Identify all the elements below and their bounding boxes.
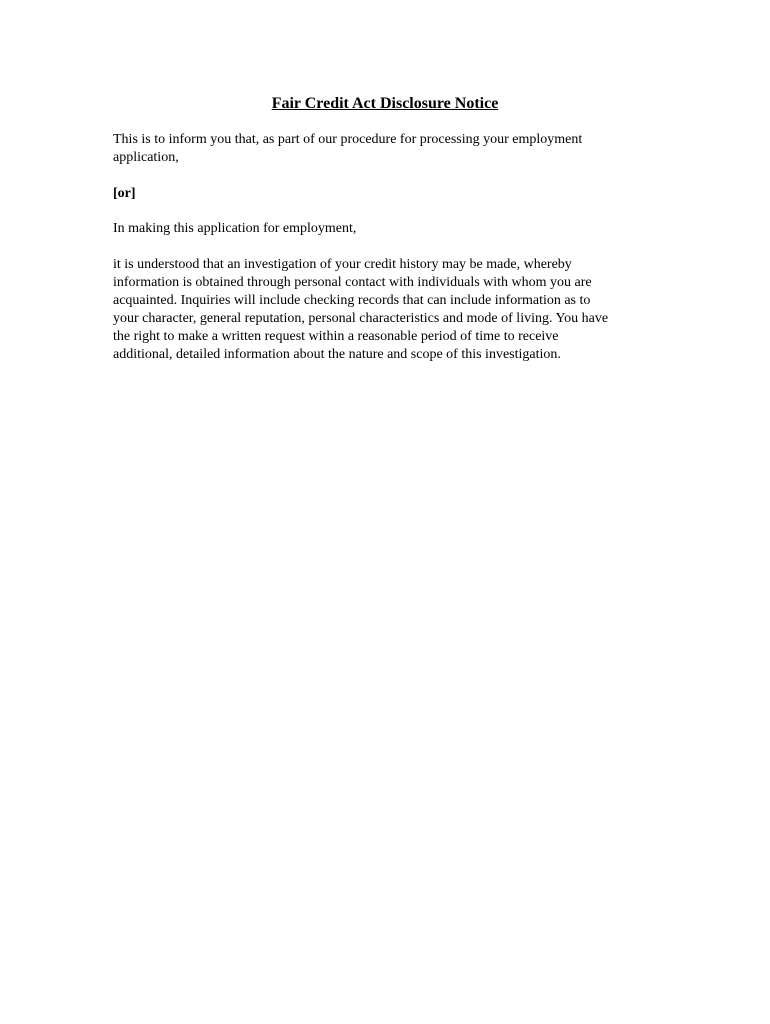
intro-paragraph: This is to inform you that, as part of our procedure for processing your employment application, xyxy=(113,132,583,165)
disclosure-body-paragraph: it is understood that an investigation of your credit history may be made, whereby information is obtained through personal contact with individuals with whom you are acquainted. Inquiries will include checking records that can include information as to your character, general reputation, personal characteristics and mode of living. You have the right to make a written request within a reasonable period of time to receive additional, detailed information about the nature and scope of this investigation. xyxy=(113,257,609,362)
document-title: Fair Credit Act Disclosure Notice xyxy=(271,95,499,112)
alternate-intro-paragraph: In making this application for employment, xyxy=(113,221,357,236)
or-separator: [or] xyxy=(113,186,136,201)
